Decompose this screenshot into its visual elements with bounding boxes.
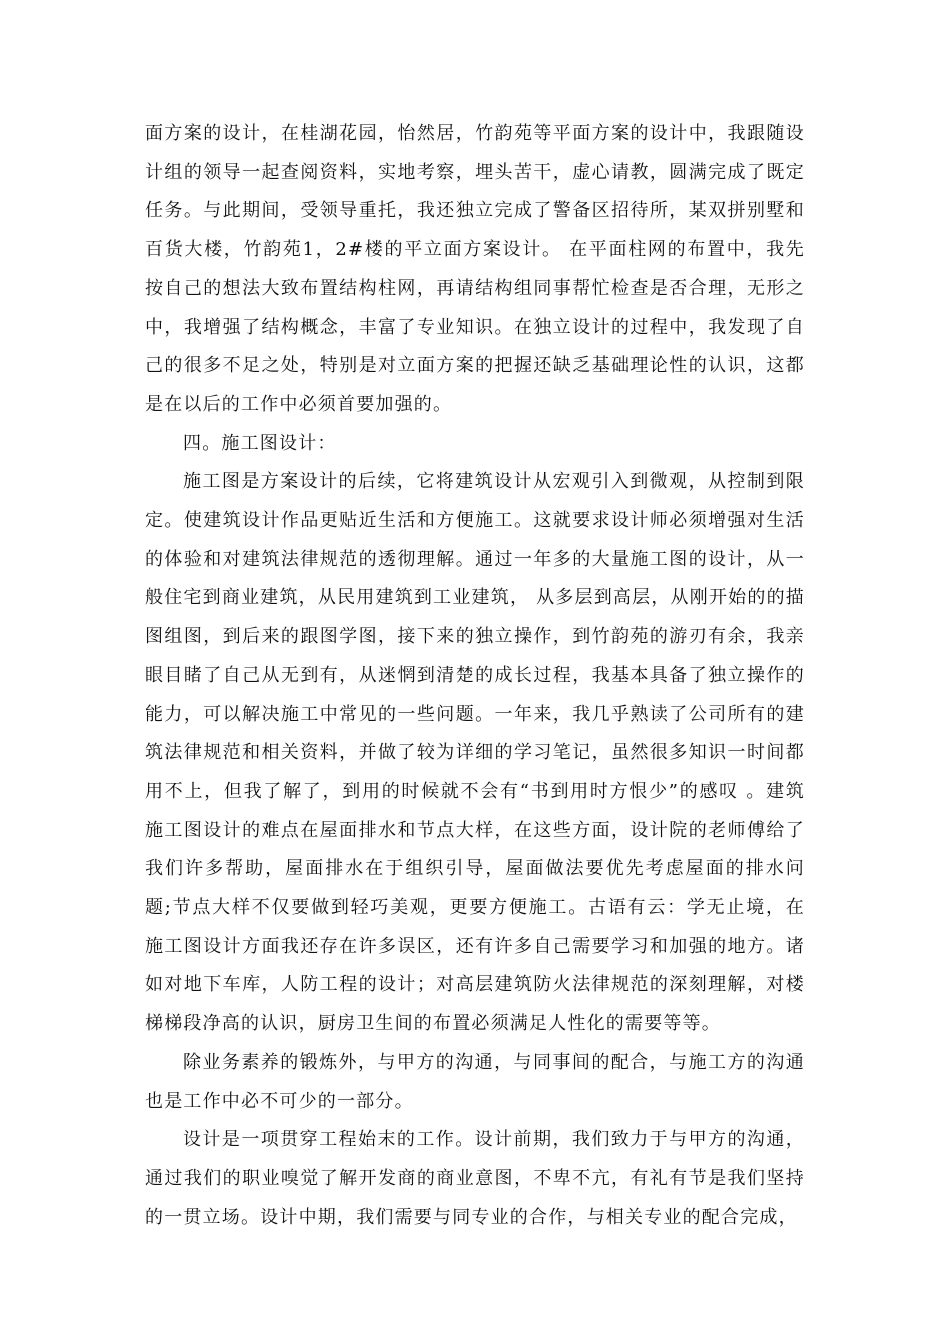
paragraph-design-process: 设计是一项贯穿工程始末的工作。设计前期，我们致力于与甲方的沟通，通过我们的职业嗅觉了解开发商的商业意图，不卑不亢，有礼有节是我们坚持的一贯立场。设计中期，我们需要与同专业的合作，与相关专业的配合完成， — [145, 1129, 805, 1228]
paragraph-communication: 除业务素养的锻炼外，与甲方的沟通，与同事间的配合，与施工方的沟通也是工作中必不可少的一部分。 — [145, 1051, 805, 1112]
paragraph-scheme-design: 面方案的设计，在桂湖花园，怡然居，竹韵苑等平面方案的设计中，我跟随设计组的领导一起查阅资料，实地考察，埋头苦干，虚心请教，圆满完成了既定任务。与此期间，受领导重托，我还独立完成了警备区招待所，某双拼别墅和百货大楼，竹韵苑1，2#楼的平立面方案设计。 在平面柱网的布置中，我先按自己的想法大致布置结构柱网，再请结构组同事帮忙检查是否合理，无形之中，我增强了结构概念，丰富了专业知识。在独立设计的过程中，我发现了自己的很多不足之处，特别是对立面方案的把握还缺乏基础理论性的认识，这都是在以后的工作中必须首要加强的。 — [145, 123, 805, 415]
body-text — [145, 115, 805, 1237]
paragraph-construction-drawings: 施工图是方案设计的后续，它将建筑设计从宏观引入到微观，从控制到限定。使建筑设计作品更贴近生活和方便施工。这就要求设计师必须增强对生活的体验和对建筑法律规范的透彻理解。通过一年多的大量施工图的设计，从一般住宅到商业建筑，从民用建筑到工业建筑， 从多层到高层，从刚开始的的描图组图，到后来的跟图学图，接下来的独立操作，到竹韵苑的游刃有余，我亲眼目睹了自己从无到有，从迷惘到清楚的成长过程，我基本具备了独立操作的能力，可以解决施工中常见的一些问题。一年来，我几乎熟读了公司所有的建筑法律规范和相关资料，并做了较为详细的学习笔记，虽然很多知识一时间都用不上，但我了解了，到用的时候就不会有“书到用时方恨少”的感叹 。建筑施工图设计的难点在屋面排水和节点大样，在这些方面，设计院的老师傅给了我们许多帮助，屋面排水在于组织引导，屋面做法要优先考虑屋面的排水问题;节点大样不仅要做到轻巧美观，更要方便施工。古语有云：学无止境，在施工图设计方面我还存在许多误区，还有许多自己需要学习和加强的地方。诸如对地下车库，人防工程的设计；对高层建筑防火法律规范的深刻理解，对楼梯梯段净高的认识，厨房卫生间的布置必须满足人性化的需要等等。 — [145, 471, 805, 1035]
section-heading-construction-drawings: 四。施工图设计： — [183, 432, 337, 454]
